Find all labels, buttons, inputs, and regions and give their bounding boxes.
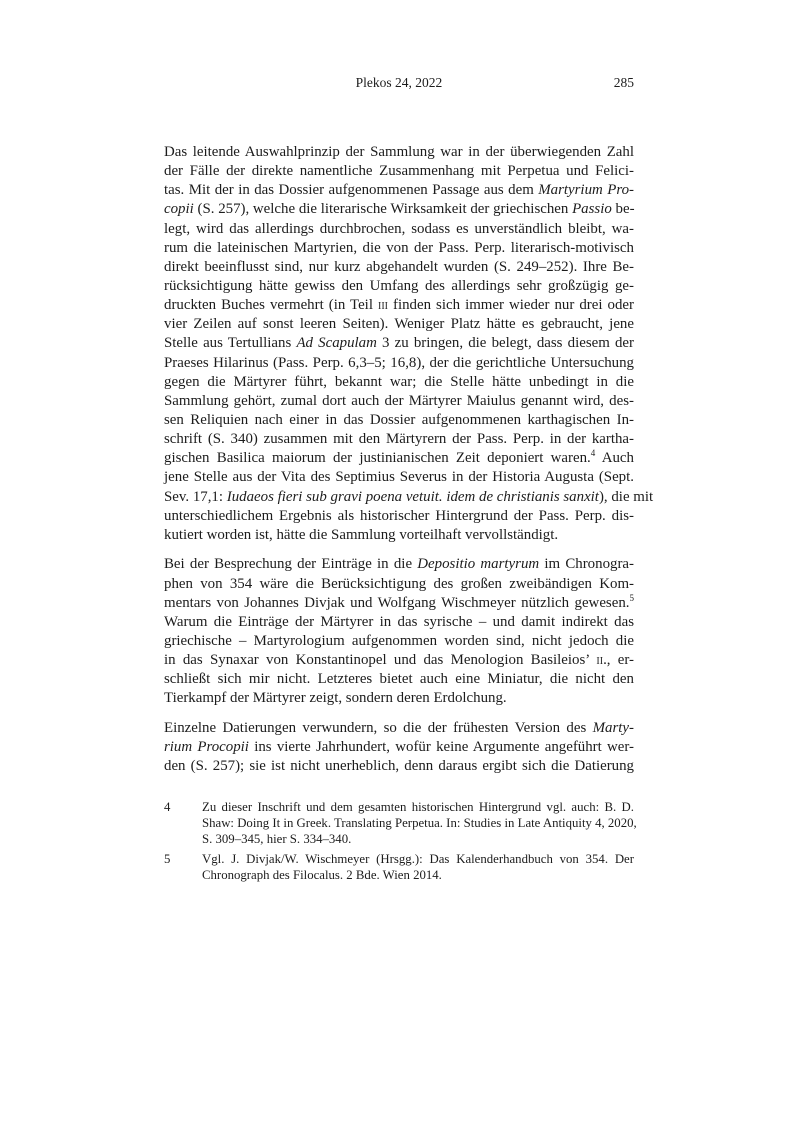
text-segment: schließt sich mir nicht. Letzteres bietet auch eine Miniatur, die nicht den bbox=[164, 671, 634, 688]
italic-text: Depositio martyrum bbox=[417, 556, 540, 573]
page-number: 285 bbox=[613, 75, 634, 90]
text-line bbox=[164, 613, 634, 632]
italic-text: Martyrium Pro- bbox=[538, 182, 634, 199]
text-segment: rum die lateinischen Martyrien, die von der Pass. Perp. literarisch-motivisch bbox=[164, 239, 634, 256]
text-segment: direkt beeinflusst sind, nur kurz abgehandelt wurden (S. 249–252). Ihre Be- bbox=[164, 258, 634, 275]
text-segment: schrift (S. 340) zusammen mit den Märtyrern der Pass. Perp. in der kartha- bbox=[164, 431, 634, 448]
italic-text: Passio bbox=[572, 201, 612, 218]
footnote-reference: 4 bbox=[590, 448, 596, 459]
text-segment: 3 zu bringen, die belegt, dass diesem der bbox=[376, 335, 634, 352]
text-line bbox=[164, 315, 634, 334]
text-line bbox=[164, 594, 634, 613]
text-segment: jene Stelle aus der Vita des Septimius Severus in der Historia Augusta (Sept. bbox=[164, 469, 634, 486]
text-segment: finden sich immer wieder nur drei oder bbox=[387, 297, 634, 314]
text-line bbox=[164, 488, 654, 507]
text-segment: (S. 257), welche die literarische Wirksamkeit der griechischen bbox=[193, 201, 573, 218]
italic-text: Ad Scapulam bbox=[296, 335, 377, 352]
text-segment: gegen die Märtyrer führt, bekannt war; die Stelle hätte unbedingt in die bbox=[164, 373, 634, 390]
text-line bbox=[164, 757, 634, 776]
text-segment: Das leitende Auswahlprinzip der Sammlung war in der überwiegenden Zahl bbox=[164, 144, 634, 160]
text-segment: Warum die Einträge der Märtyrer in das syrische – und damit indirekt das bbox=[164, 613, 634, 630]
footnotes bbox=[164, 799, 637, 887]
text-line bbox=[164, 392, 634, 411]
text-line bbox=[164, 468, 634, 487]
text-line bbox=[202, 815, 637, 831]
text-segment: ., er- bbox=[603, 652, 635, 669]
footnote bbox=[164, 799, 637, 847]
text-line bbox=[164, 239, 634, 258]
text-line bbox=[164, 354, 634, 373]
text-line bbox=[164, 258, 634, 277]
text-line bbox=[164, 296, 634, 315]
text-line bbox=[164, 555, 634, 574]
text-segment: tas. Mit der in das Dossier aufgenommenen Passage aus dem bbox=[164, 182, 539, 199]
text-line bbox=[202, 867, 634, 883]
text-line bbox=[164, 526, 634, 545]
italic-text: copii bbox=[164, 201, 194, 218]
text-segment: ii bbox=[596, 652, 604, 669]
italic-text: Marty- bbox=[592, 720, 634, 737]
text-line bbox=[164, 373, 634, 392]
text-segment: rücksichtigung hätte gewiss den Umfang des allerdings sehr großzügig ge- bbox=[164, 277, 634, 294]
text-segment: vier Zeilen auf sonst leeren Seiten). Weniger Platz hätte es gebraucht, jene bbox=[164, 316, 634, 333]
text-line bbox=[164, 200, 634, 219]
running-header bbox=[164, 75, 634, 93]
text-segment: Tierkampf der Märtyrer zeigt, sondern deren Erdolchung. bbox=[164, 690, 507, 707]
text-segment: iii bbox=[377, 297, 388, 314]
text-segment: sen Reliquien nach einer in das Dossier aufgenommenen karthagischen In- bbox=[164, 411, 634, 428]
text-segment: phen von 354 wäre die Berücksichtigung des großen zweibändigen Kom- bbox=[164, 575, 634, 592]
paragraph bbox=[164, 719, 634, 776]
text-segment: Bei der Besprechung der Einträge in die bbox=[164, 556, 418, 573]
text-segment: legt, wird das allerdings durchbrochen, sodass es unverständlich bleibt, wa- bbox=[164, 220, 634, 237]
text-line bbox=[164, 632, 634, 651]
text-segment: Stelle aus Tertullians bbox=[164, 335, 297, 352]
text-segment: S. 309–345, hier S. 334–340. bbox=[202, 832, 352, 846]
text-segment: den (S. 257); sie ist nicht unerheblich, denn daraus ergibt sich die Datierung bbox=[164, 758, 634, 775]
paragraph bbox=[164, 143, 654, 545]
text-line bbox=[164, 277, 634, 296]
text-segment: mentars von Johannes Divjak und Wolfgang Wischmeyer nützlich gewesen. bbox=[164, 594, 630, 611]
text-segment: Sev. 17,1: bbox=[164, 488, 227, 505]
text-line bbox=[164, 449, 634, 468]
text-line bbox=[164, 575, 634, 594]
text-segment: Zu dieser Inschrift und dem gesamten historischen Hintergrund vgl. auch: B. D. bbox=[202, 800, 634, 814]
text-line bbox=[202, 799, 634, 815]
text-segment: Shaw: Doing It in Greek. Translating Perpetua. In: Studies in Late Antiquity 4, 2020, bbox=[202, 816, 637, 830]
text-line bbox=[164, 411, 634, 430]
text-line bbox=[164, 738, 634, 757]
text-segment: ins vierte Jahrhundert, wofür keine Argumente angeführt wer- bbox=[248, 739, 634, 756]
text-segment: in das Synaxar von Konstantinopel und das Menologion Basileios’ bbox=[164, 652, 597, 669]
journal-title: Plekos 24, 2022 bbox=[355, 75, 443, 90]
text-line bbox=[164, 162, 634, 181]
text-segment: ), die mit bbox=[598, 488, 654, 505]
text-segment: be- bbox=[611, 201, 635, 218]
text-line bbox=[164, 143, 634, 162]
footnote-number: 5 bbox=[164, 852, 171, 866]
text-line bbox=[202, 851, 634, 867]
text-line bbox=[164, 181, 634, 200]
text-segment: Praeses Hilarinus (Pass. Perp. 6,3–5; 16,8), der die gerichtliche Untersuchung bbox=[164, 354, 634, 371]
italic-text: Iudaeos fieri sub gravi poena vetuit. idem de christianis sanxit bbox=[226, 488, 599, 505]
text-segment: Vgl. J. Divjak/W. Wischmeyer (Hrsgg.): Das Kalenderhandbuch von 354. Der bbox=[202, 852, 634, 866]
footnote-number: 4 bbox=[164, 800, 171, 814]
text-segment: gischen Basilica maiorum der justinianischen Zeit deponiert waren. bbox=[164, 450, 591, 467]
text-line bbox=[202, 831, 634, 847]
text-line bbox=[164, 334, 634, 353]
text-segment: Sammlung gehört, zumal dort auch der Märtyrer Maiulus genannt wird, des- bbox=[164, 392, 634, 409]
text-segment: Auch bbox=[595, 450, 634, 467]
text-segment: im Chronogra- bbox=[539, 556, 634, 573]
text-segment: griechische – Martyrologium aufgenommen worden sind, nicht jedoch die bbox=[164, 633, 634, 650]
text-segment: Einzelne Datierungen verwundern, so die der frühesten Version des bbox=[164, 720, 593, 737]
footnote-reference: 5 bbox=[629, 592, 634, 603]
text-segment: unterschiedlichem Ergebnis als historischer Hintergrund der Pass. Perp. dis- bbox=[164, 507, 634, 524]
text-line bbox=[164, 430, 634, 449]
body-text bbox=[164, 143, 654, 787]
text-segment: Chronograph des Filocalus. 2 Bde. Wien 2014. bbox=[202, 868, 442, 882]
text-line bbox=[164, 670, 634, 689]
text-segment: kutiert worden ist, hätte die Sammlung vorteilhaft vervollständigt. bbox=[164, 526, 559, 543]
text-segment: druckten Buches vermehrt (in Teil bbox=[164, 297, 378, 314]
text-line bbox=[164, 507, 634, 526]
footnote bbox=[164, 851, 634, 883]
text-line bbox=[164, 651, 634, 670]
paragraph bbox=[164, 555, 634, 708]
text-line bbox=[164, 689, 634, 708]
text-segment: der Fälle der direkte namentliche Zusammenhang mit Perpetua und Felici- bbox=[164, 163, 634, 180]
text-line bbox=[164, 220, 634, 239]
text-line bbox=[164, 719, 634, 738]
italic-text: rium Procopii bbox=[164, 739, 249, 756]
